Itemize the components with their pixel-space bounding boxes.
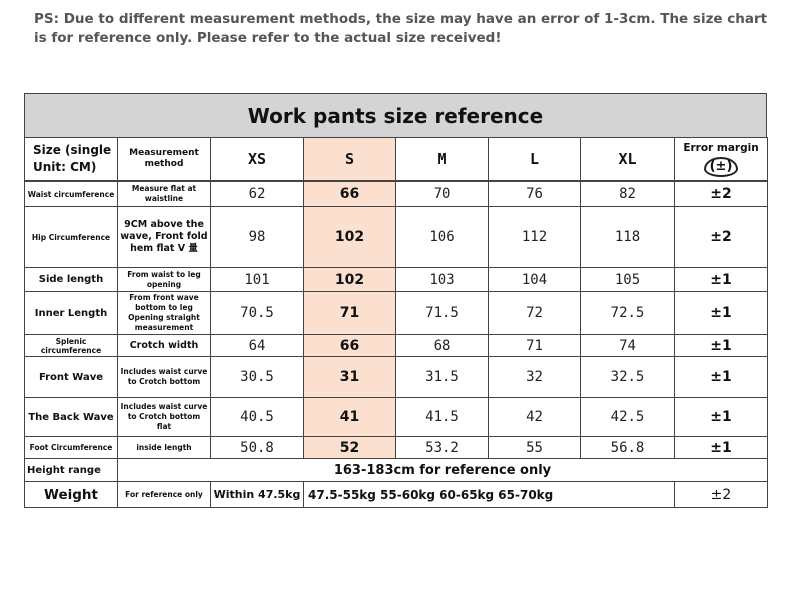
weight-label: Weight bbox=[25, 482, 118, 508]
row-value: 40.5 bbox=[211, 398, 304, 437]
row-value: 82 bbox=[581, 182, 675, 207]
row-value: 32 bbox=[489, 357, 581, 398]
size-col-xl: XL bbox=[581, 138, 675, 181]
row-value: 42.5 bbox=[581, 398, 675, 437]
row-value: 32.5 bbox=[581, 357, 675, 398]
row-method: Includes waist curve to Crotch bottom flat bbox=[118, 398, 211, 437]
row-method: From front wave bottom to leg Opening straight measurement bbox=[118, 292, 211, 335]
row-method: inside length bbox=[118, 437, 211, 459]
size-col-s: S bbox=[304, 138, 396, 181]
row-value: 52 bbox=[304, 437, 396, 459]
row-value: 103 bbox=[396, 268, 489, 292]
row-value: 41.5 bbox=[396, 398, 489, 437]
row-error: ±1 bbox=[675, 292, 768, 335]
row-value: 42 bbox=[489, 398, 581, 437]
row-value: 66 bbox=[304, 335, 396, 357]
weight-method: For reference only bbox=[118, 482, 211, 508]
row-value: 53.2 bbox=[396, 437, 489, 459]
row-value: 55 bbox=[489, 437, 581, 459]
row-value: 72 bbox=[489, 292, 581, 335]
row-value: 106 bbox=[396, 207, 489, 268]
row-method: Crotch width bbox=[118, 335, 211, 357]
row-value: 71 bbox=[489, 335, 581, 357]
method-header: Measurement method bbox=[118, 138, 211, 181]
row-error: ±1 bbox=[675, 398, 768, 437]
row-label: The Back Wave bbox=[25, 398, 118, 437]
row-error: ±1 bbox=[675, 268, 768, 292]
row-value: 71 bbox=[304, 292, 396, 335]
chart-title: Work pants size reference bbox=[24, 93, 767, 137]
row-value: 31.5 bbox=[396, 357, 489, 398]
row-value: 64 bbox=[211, 335, 304, 357]
row-value: 66 bbox=[304, 182, 396, 207]
row-value: 98 bbox=[211, 207, 304, 268]
row-value: 102 bbox=[304, 207, 396, 268]
row-value: 71.5 bbox=[396, 292, 489, 335]
plus-minus-icon: (±) bbox=[704, 157, 738, 177]
size-col-xs: XS bbox=[211, 138, 304, 181]
row-label: Waist circumference bbox=[25, 182, 118, 207]
row-method: 9CM above the wave, Front fold hem flat V 量 bbox=[118, 207, 211, 268]
row-value: 74 bbox=[581, 335, 675, 357]
table-row bbox=[25, 207, 768, 268]
size-table bbox=[24, 137, 768, 181]
row-label: Splenic circumference bbox=[25, 335, 118, 357]
row-error: ±1 bbox=[675, 357, 768, 398]
row-value: 104 bbox=[489, 268, 581, 292]
table-row bbox=[25, 182, 768, 207]
row-label: Inner Length bbox=[25, 292, 118, 335]
size-col-l: L bbox=[489, 138, 581, 181]
table-row bbox=[25, 292, 768, 335]
table-row bbox=[25, 268, 768, 292]
row-value: 105 bbox=[581, 268, 675, 292]
header-row bbox=[25, 138, 768, 181]
row-value: 41 bbox=[304, 398, 396, 437]
table-row bbox=[25, 437, 768, 459]
row-value: 62 bbox=[211, 182, 304, 207]
row-value: 70.5 bbox=[211, 292, 304, 335]
row-value: 102 bbox=[304, 268, 396, 292]
height-range-row bbox=[25, 459, 768, 482]
row-label: Front Wave bbox=[25, 357, 118, 398]
size-table-body bbox=[24, 181, 768, 508]
row-value: 76 bbox=[489, 182, 581, 207]
row-error: ±1 bbox=[675, 335, 768, 357]
row-value: 68 bbox=[396, 335, 489, 357]
row-value: 72.5 bbox=[581, 292, 675, 335]
weight-ranges: 47.5-55kg 55-60kg 60-65kg 65-70kg bbox=[304, 482, 675, 508]
table-row bbox=[25, 335, 768, 357]
weight-first: Within 47.5kg bbox=[211, 482, 304, 508]
row-error: ±1 bbox=[675, 437, 768, 459]
row-error: ±2 bbox=[675, 207, 768, 268]
height-range-label: Height range bbox=[25, 459, 118, 482]
weight-error: ±2 bbox=[675, 482, 768, 508]
table-row bbox=[25, 357, 768, 398]
ps-note: PS: Due to different measurement methods, the size may have an error of 1-3cm. The size chart is for reference only. Please refer to the actual size received! bbox=[34, 11, 768, 46]
row-label: Foot Circumference bbox=[25, 437, 118, 459]
row-value: 30.5 bbox=[211, 357, 304, 398]
row-method: Includes waist curve to Crotch bottom bbox=[118, 357, 211, 398]
size-col-m: M bbox=[396, 138, 489, 181]
table-row bbox=[25, 398, 768, 437]
row-value: 50.8 bbox=[211, 437, 304, 459]
row-error: ±2 bbox=[675, 182, 768, 207]
row-label: Hip Circumference bbox=[25, 207, 118, 268]
row-value: 101 bbox=[211, 268, 304, 292]
row-method: From waist to leg opening bbox=[118, 268, 211, 292]
weight-row bbox=[25, 482, 768, 508]
row-value: 31 bbox=[304, 357, 396, 398]
size-chart bbox=[24, 93, 767, 508]
row-method: Measure flat at waistline bbox=[118, 182, 211, 207]
row-label: Side length bbox=[25, 268, 118, 292]
row-value: 70 bbox=[396, 182, 489, 207]
error-header-label: Error margin bbox=[683, 141, 759, 154]
size-header: Size (single Unit: CM) bbox=[25, 138, 118, 181]
row-value: 112 bbox=[489, 207, 581, 268]
row-value: 118 bbox=[581, 207, 675, 268]
row-value: 56.8 bbox=[581, 437, 675, 459]
error-header bbox=[675, 138, 768, 181]
height-range-value: 163-183cm for reference only bbox=[118, 459, 768, 482]
